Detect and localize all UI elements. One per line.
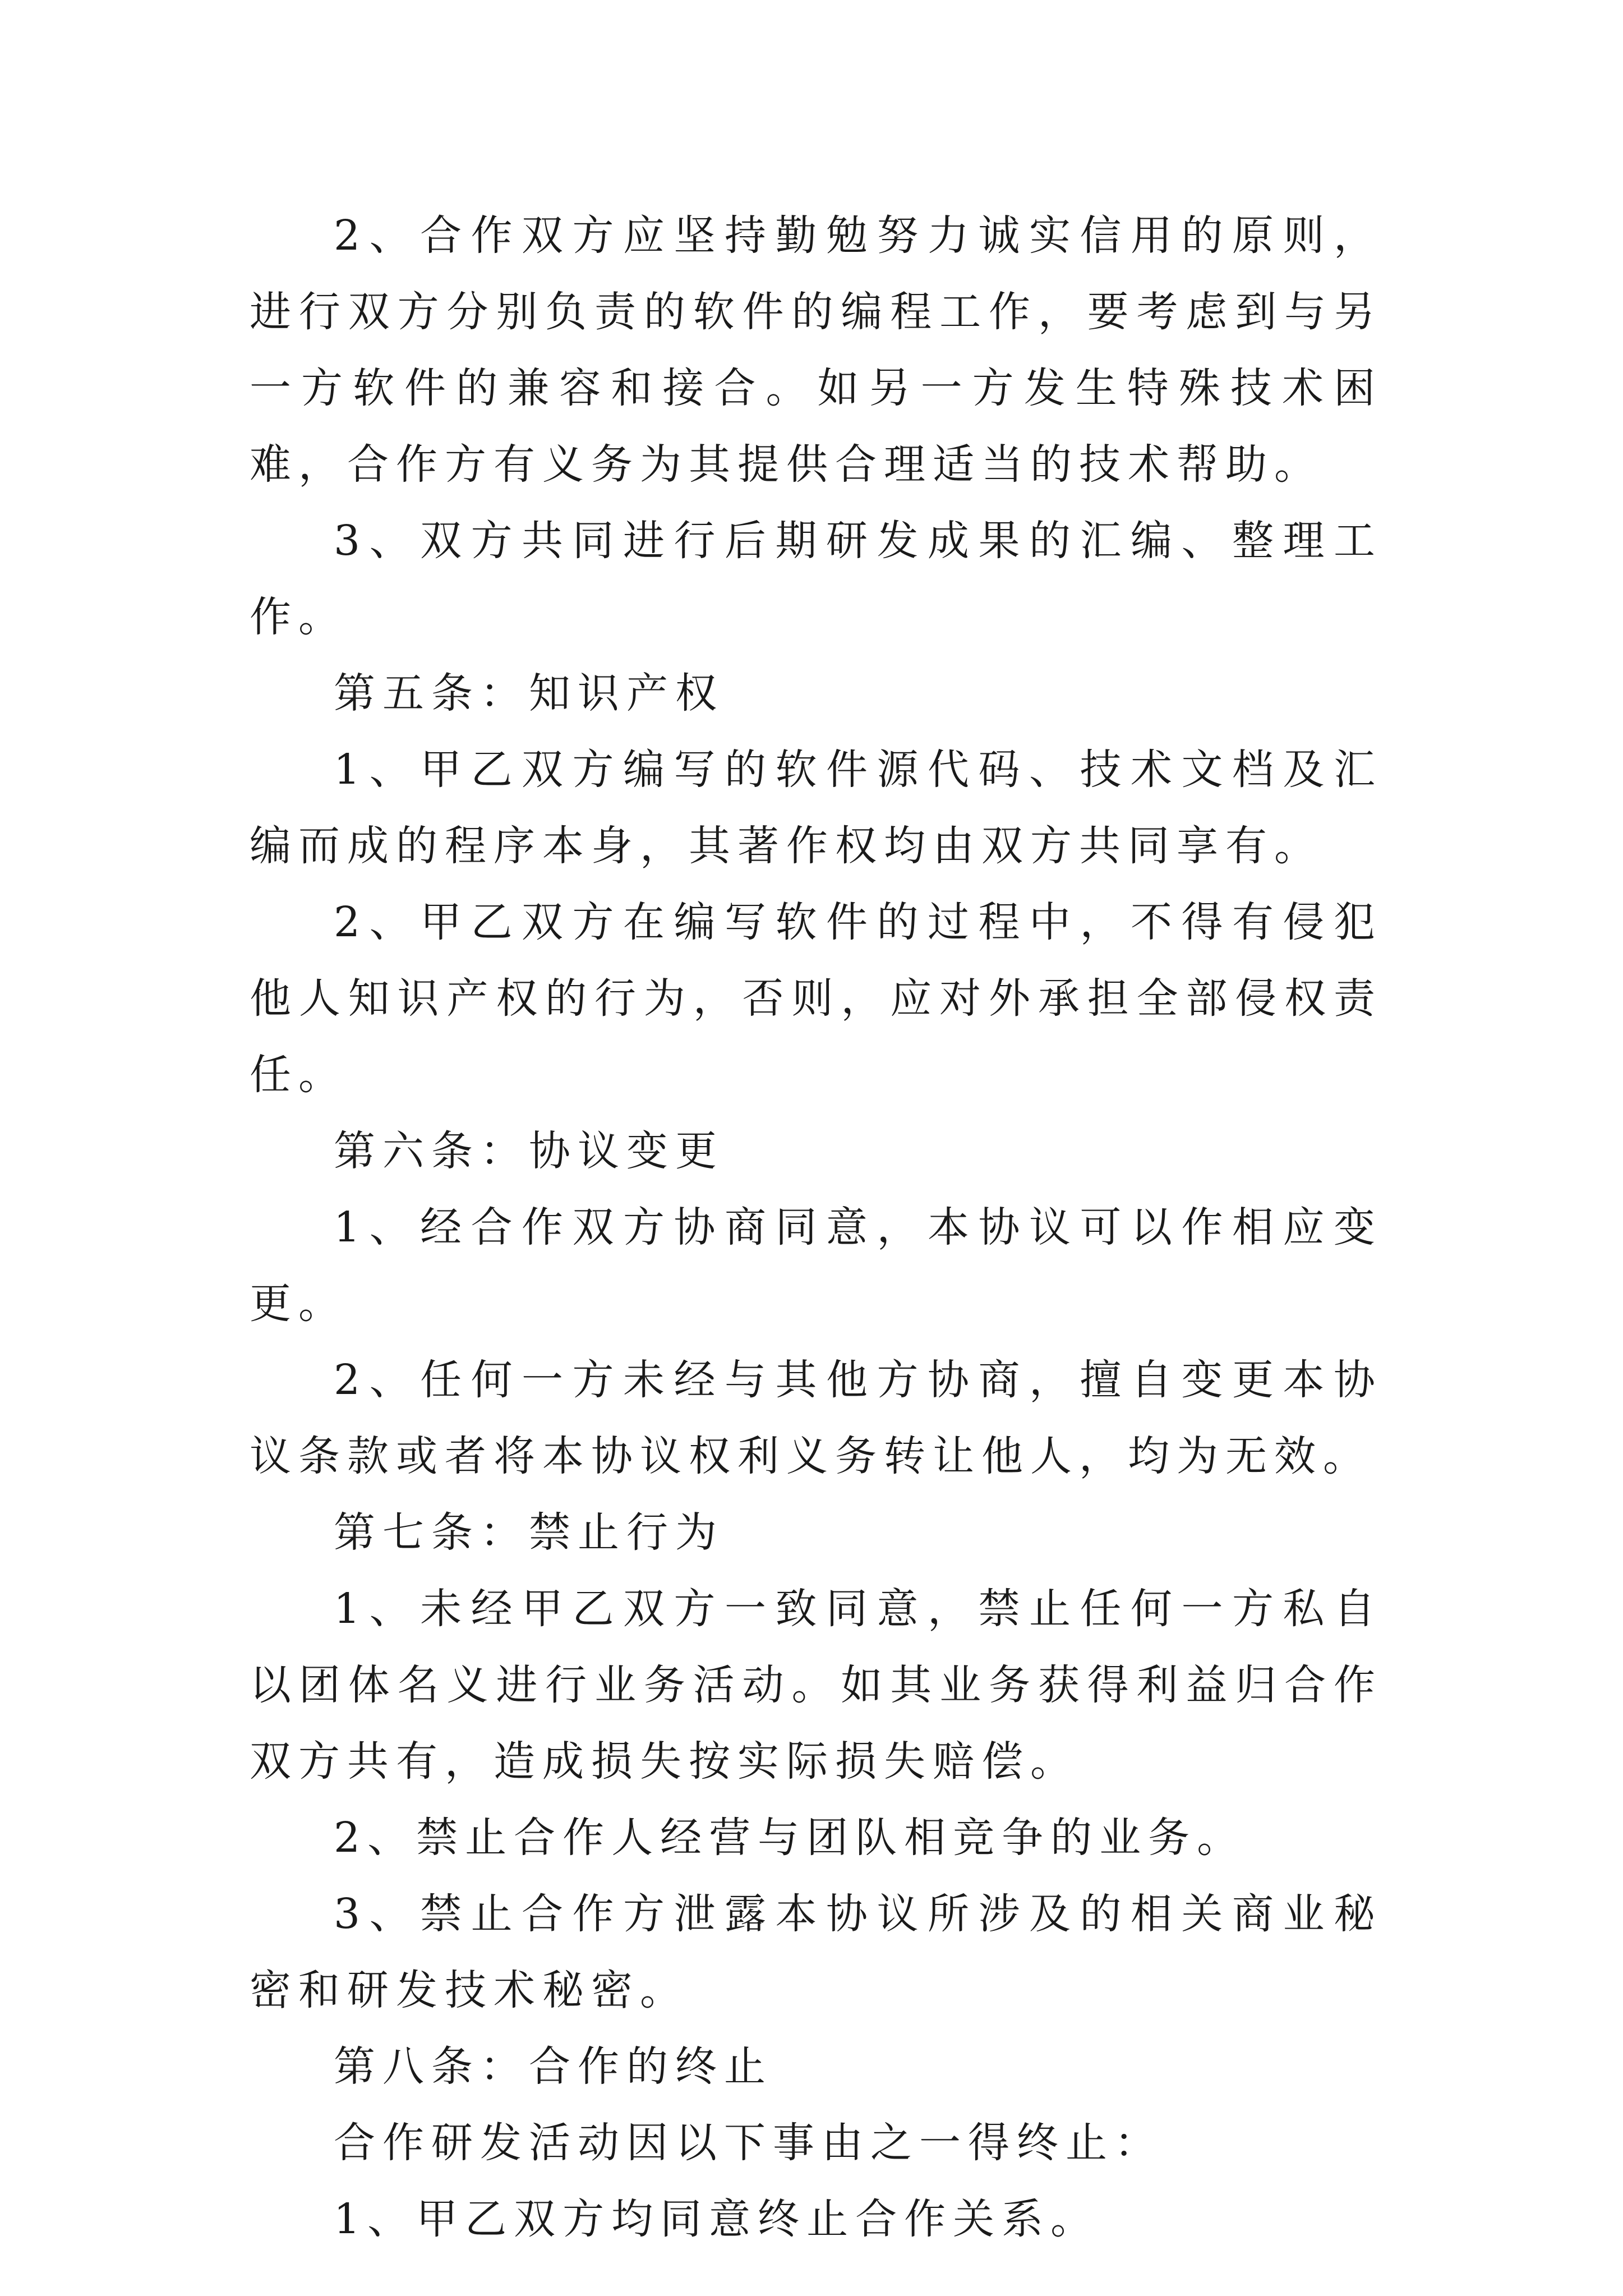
paragraph-art8-item1: 1、甲乙双方均同意终止合作关系。 bbox=[334, 2195, 1100, 2243]
paragraph-art7-item3: 3、禁止合作方泄露本协议所涉及的相关商业秘密和研发技术秘密。 bbox=[250, 1890, 1382, 2014]
document-body bbox=[250, 197, 1382, 2257]
article-8-heading: 第八条：合作的终止 bbox=[334, 2042, 773, 2091]
paragraph-art6-item2: 2、任何一方未经与其他方协商，擅自变更本协议条款或者将本协议权利义务转让他人，均为无效。 bbox=[250, 1356, 1382, 1480]
paragraph-art8-intro: 合作研发活动因以下事由之一得终止： bbox=[334, 2119, 1163, 2167]
paragraph-art6-item1: 1、经合作双方协商同意，本协议可以作相应变更。 bbox=[250, 1203, 1382, 1328]
paragraph-art5-item2: 2、甲乙双方在编写软件的过程中，不得有侵犯他人知识产权的行为，否则，应对外承担全部侵权责任。 bbox=[250, 898, 1382, 1099]
paragraph-art4-item3: 3、双方共同进行后期研发成果的汇编、整理工作。 bbox=[250, 517, 1382, 641]
article-5-heading: 第五条：知识产权 bbox=[334, 669, 724, 717]
article-6-heading: 第六条：协议变更 bbox=[334, 1127, 724, 1175]
paragraph-art5-item1: 1、甲乙双方编写的软件源代码、技术文档及汇编而成的程序本身，其著作权均由双方共同享有。 bbox=[250, 746, 1382, 870]
paragraph-art4-item2: 2、合作双方应坚持勤勉努力诚实信用的原则，进行双方分别负责的软件的编程工作，要考虑到与另一方软件的兼容和接合。如另一方发生特殊技术困难，合作方有义务为其提供合理适当的技术帮助。 bbox=[250, 211, 1382, 489]
paragraph-art7-item2: 2、禁止合作人经营与团队相竞争的业务。 bbox=[334, 1814, 1246, 1862]
paragraph-art7-item1: 1、未经甲乙双方一致同意，禁止任何一方私自以团体名义进行业务活动。如其业务获得利益归合作双方共有，造成损失按实际损失赔偿。 bbox=[250, 1585, 1382, 1786]
article-7-heading: 第七条：禁止行为 bbox=[334, 1508, 724, 1557]
